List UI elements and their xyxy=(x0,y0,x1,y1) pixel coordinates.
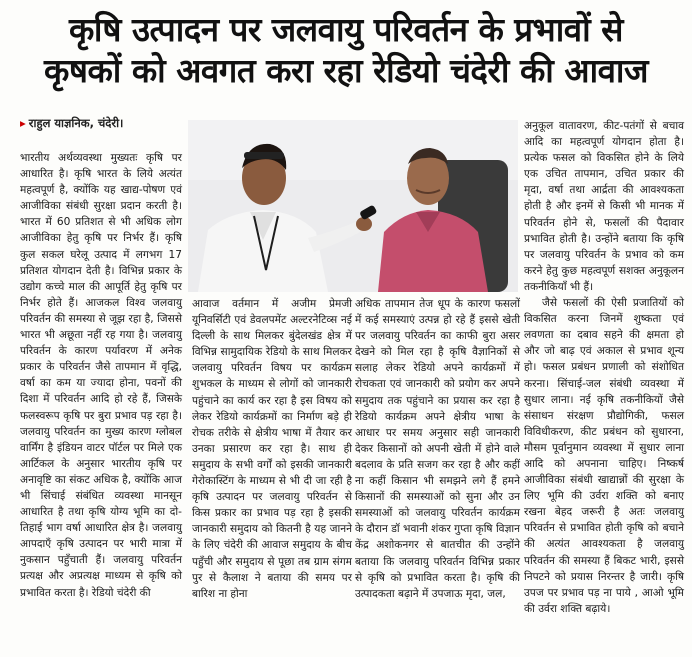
column-3-text: अधिक तापमान तेज धूप के कारण फसलों में कई समस्याएं उत्पन्न हो रहे हैं इससे खेती पर जलवायु परिवर्तन का काफी बुरा असर देखने को मिल रहा है कृषि वैज्ञानिकों से सलाह लेकर रेडियो अपने कार्यक्रमों में रोचकता एवं जानकारी को प्रयोग कर अपने समुदाय तक पहुंचाने का प्रयास कर रहा है रेडियो कार्यक्रम अपने क्षेत्रीय भाषा के आधार पर समय अनुसार सही जानकारी देकर किसानों को अपनी खेती में होने वाले बदलाव के प्रति सजग कर रहा है और कहीं ना कहीं किसान भी समझने लगे हैं हमने किसानों की समस्याओं को सुना और उन समस्याओं को जलवायु परिवर्तन कार्यक्रम के दौरान डॉ भवानी शंकर गुप्ता कृषि विज्ञान केंद्र अशोकनगर से बातचीत की उन्होंने बताया कि जलवायु परिवर्तन विभिन्न प्रकार से कृषि को प्रभावित करता है। कृषि की उत्पादकता बढ़ाने में उपजाऊ मृदा, जल, xyxy=(355,298,520,600)
article-column-3 xyxy=(355,296,520,602)
column-1-text: भारतीय अर्थव्यवस्था मुख्यतः कृषि पर आधारित है। कृषि भारत के लिये अत्यंत महत्वपूर्ण है, क्योंकि यह खाद्य-पोषण एवं आजीविका संबंधी सुरक्षा प्रदान करती है। भारत में 60 प्रतिशत से भी अधिक लोग आजीविका हेतु कृषि पर निर्भर हैं। कृषि कुल सकल घरेलू उत्पाद में लगभग 17 प्रतिशत योगदान देती है। विभिन्न प्रकार के उद्योग कच्चे माल की आपूर्ति हेतु कृषि पर निर्भर होते हैं। आजकल विश्व जलवायु परिवर्तन की समस्या से जूझ रहा है, जिससे भारत भी अछूता नहीं रह गया है। जलवायु परिवर्तन के कारण पर्यावरण में अनेक प्रकार के परिवर्तन जैसे तापमान में वृद्धि, वर्षा का कम या ज्यादा होना, पवनों की दिशा में परिवर्तन आदि हो रहे हैं, जिसके फलस्वरूप कृषि पर बुरा प्रभाव पड़ रहा है। जलवायु परिवर्तन का मुख्य कारण ग्लोबल वार्मिंग है इंडियन वाटर पॉर्टल पर मिले एक आर्टिकल के अनुसार भारतीय कृषि पर अनावृष्टि का संकट अधिक है, क्योंकि आज भी सिंचाई संबंधित व्यवस्था मानसून आधारित है तथा कृषि योग्य भूमि का दो-तिहाई भाग वर्षा आधारित क्षेत्र है। जलवायु आपदाएँ कृषि उत्पादन पर भारी मात्रा में नुकसान पहुँचाती हैं। जलवायु परिवर्तन प्रत्यक्ष और अप्रत्यक्ष माध्यम से कृषि को प्रभावित करता है। रेडियो चंदेरी की xyxy=(20,152,182,599)
headline xyxy=(0,10,692,92)
byline xyxy=(20,116,123,131)
column-4-text-b: जैसे फसलों की ऐसी प्रजातियों को विकसित करना जिनमें शुष्कता एवं लवणता का दबाव सहने की क्षमता हो और जो बाढ़ एवं अकाल से प्रभाव शून्य हो। फसल प्रबंधन प्रणाली को संशोधित करना। सिंचाई-जल संबंधी व्यवस्था में सुधार लाना। नई कृषि तकनीकियों जैसे संसाधन संरक्षण प्रौद्योगिकी, फसल विविधीकरण, कीट प्रबंधन को सुधारना, मौसम पूर्वानुमान व्यवस्था में सुधार लाना आदि को अपनाना चाहिए। निष्कर्ष आजीविका संबंधी खाद्यान्नों की सुरक्षा के लिए भूमि की उर्वरा शक्ति को बनाए रखना बेहद जरूरी है अतः जलवायु परिवर्तन से प्रभावित होती कृषि को बचाने की अत्यंत आवश्यकता है जलवायु परिवर्तन की समस्या हैं बिकट भारी, इससे निपटने को प्रयास निरन्तर है जारी। कृषि उपज पर प्रभाव पड़ ना पाये , आओ भूमि की उर्वरा शक्ति बढ़ाये। xyxy=(524,297,684,615)
column-4-text-a: अनुकूल वातावरण, कीट-पतंगों से बचाव आदि का महत्वपूर्ण योगदान होता है। प्रत्येक फसल को विकसित होने के लिये एक उचित तापमान, उचित प्रकार की मृदा, वर्षा तथा आर्द्रता की आवश्यकता होती है और इनमें से किसी भी मानक में परिवर्तन होने से, फसलों की पैदावार प्रभावित होती है। उन्होंने बताया कि कृषि पर जलवायु परिवर्तन के प्रभाव को कम करने हेतु कुछ महत्वपूर्ण सशक्त अनुकूलन तकनीकियाँ भी हैं। xyxy=(524,120,684,293)
column-2-text: आवाज वर्तमान में अजीम प्रेमजी यूनिवर्सिटी एवं डेवलपमेंट अल्टरनेटिव्स नई दिल्ली के साथ मिलकर बुंदेलखंड क्षेत्र में विभिन्न सामुदायिक रेडियो के साथ मिलकर जलवायु परिवर्तन विषय पर कार्यक्रम शुभकल के माध्यम से लोगों को जानकारी पहुंचाने का कार्य कर रहा है इस विषय को लेकर रेडियो कार्यक्रमों का निर्माण बड़े ही रोचक तरीके से क्षेत्रीय भाषा में तैयार कर उनका प्रसारण कर रहा है। साथ ही समुदाय के सभी वर्गों को इसकी जानकारी गेरोकास्टिंग के माध्यम से भी दी जा रही है कृषि उत्पादन पर जलवायु परिवर्तन से किस प्रकार का प्रभाव पड़ रहा है इसकी जानकारी समुदाय को कितनी है यह जानने के लिए चंदेरी की आवाज समुदाय के बीच पहुँची और समुदाय से पूछा तब ग्राम संगम पुर से कैलाश ने बताया की समय पर बारिश ना होना xyxy=(192,298,352,600)
headline-line-2: कृषकों को अवगत करा रहा रेडियो चंदेरी की आवाज xyxy=(44,51,648,90)
article-column-1 xyxy=(20,150,182,601)
interview-photo xyxy=(188,120,518,292)
interview-photo-icon xyxy=(188,120,518,292)
headline-line-1: कृषि उत्पादन पर जलवायु परिवर्तन के प्रभावों से xyxy=(69,10,623,49)
article-column-4 xyxy=(524,118,684,617)
byline-text: राहुल याज्ञनिक, चंदेरी। xyxy=(28,116,124,130)
byline-bullet-icon: ▸ xyxy=(20,116,26,130)
article-column-2 xyxy=(192,296,352,602)
